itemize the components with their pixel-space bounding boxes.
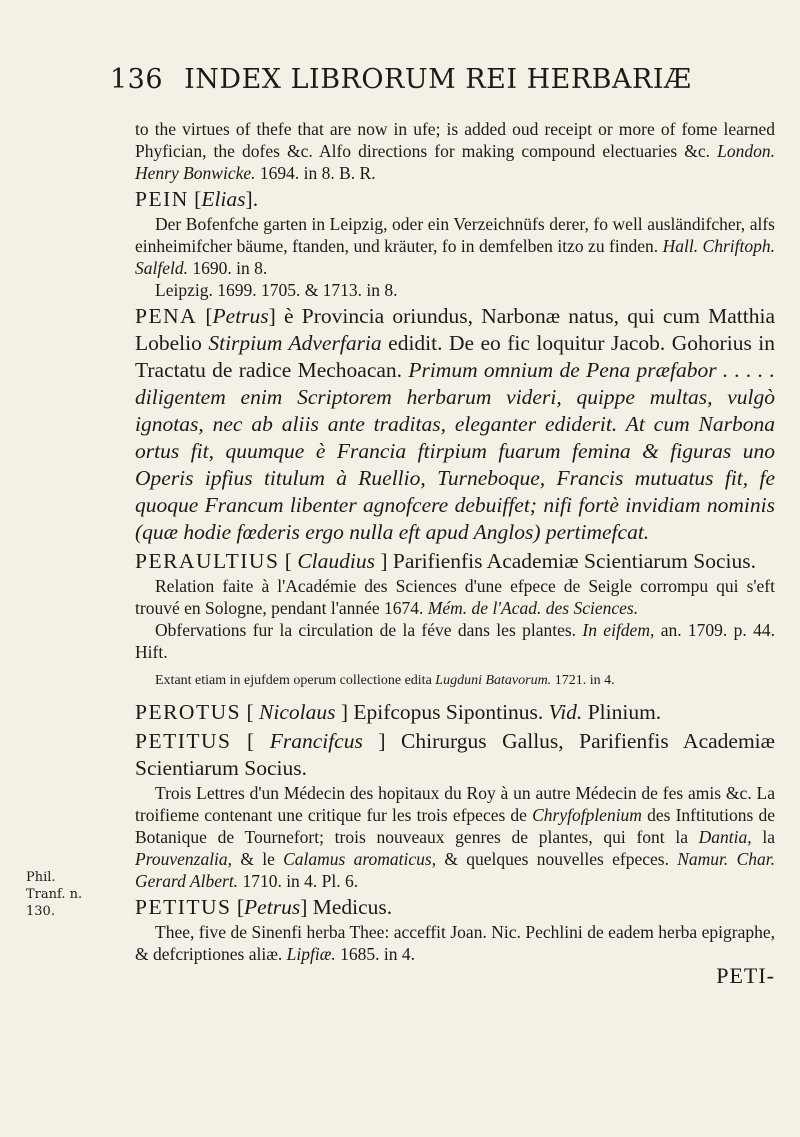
entry-perotus: PEROTUS [ Nicolaus ] Epifcopus Sipontinus. Vid. Plinium.: [135, 700, 662, 724]
entry-petitus-petrus: Thee, five de Sinenfi herba Thee: acceffit Joan. Nic. Pechlini de eadem herba epigraphe, & defcriptiones aliæ. Lipfiæ. 1685. in 4.: [135, 922, 775, 964]
entry-pein-line2: Leipzig. 1699. 1705. & 1713. in 8.: [155, 280, 398, 300]
running-header: [110, 64, 692, 95]
entry-peraultius-relation: Relation faite à l'Académie des Sciences d'une efpece de Seigle corrompu qui s'eft trouvé en Sologne, pendant l'année 1674. Mém. de l'Acad. des Sciences.: [135, 576, 775, 618]
entry-intro: to the virtues of thefe that are now in ufe; is added oud receipt or more of fome learned Phyfician, the dofes &c. Alfo directions for making compound electuaries &c. London. Henry Bonwicke. 1694. in 8. B. R.: [135, 119, 775, 183]
entry-pena: PENA [Petrus] è Provincia oriundus, Narbonæ natus, qui cum Matthia Lobelio Stirpium Adverfaria edidit. De eo fic loquitur Jacob. Gohorius in Tractatu de radice Mechoacan. Primum omnium de Pena præfabor . . . . . diligentem enim Scriptorem herbarum videri, quippe multas, vulgò ignotas, nec ab aliis ante traditas, eleganter ediderit. At cum Narbona ortus fit, quumque è Francia ftirpium fuarum femina & figuras uno Operis ipfius titulum à Ruellio, Turneboque, Francis mutuatus fit, fe quoque Francum libenter agnofcere debuiffet; nifi fortè invidiam nominis (quæ hodie fœderis ergo nulla eft apud Anglos) pertimefcat.: [135, 304, 776, 544]
entry-heading-peraultius: PERAULTIUS [ Claudius ] Parifienfis Academiæ Scientiarum Socius.: [135, 549, 756, 573]
entry-heading-petitus-petrus: PETITUS [Petrus] Medicus.: [135, 895, 393, 919]
entry-petitus-francifcus: Trois Lettres d'un Médecin des hopitaux du Roy à un autre Médecin de fes amis &c. La troifieme contenant une critique fur les trois efpeces de Chryfofplenium des Inftitutions de Botanique de Tournefort; trois nouveaux genres de plantes, qui font la Dantia, la Prouvenzalia, & le Calamus aromaticus, & quelques nouvelles efpeces. Namur. Char. Gerard Albert. 1710. in 4. Pl. 6.: [135, 783, 775, 891]
page-number: 136: [110, 64, 164, 95]
entry-peraultius-observations: Obfervations fur la circulation de la féve dans les plantes. In eifdem, an. 1709. p. 44. Hift.: [135, 620, 775, 662]
catchword: PETI-: [716, 963, 775, 988]
entry-heading-petitus-francifcus: PETITUS [ Francifcus ] Chirurgus Gallus, Parifienfis Academiæ Scientiarum Socius.: [135, 729, 775, 780]
entry-heading-pein: PEIN [Elias].: [135, 187, 259, 211]
entry-peraultius-extant: Extant etiam in ejufdem operum collectione edita Lugduni Batavorum. 1721. in 4.: [155, 673, 615, 688]
index-body: [135, 118, 775, 987]
page-title: INDEX LIBRORUM REI HERBARIÆ: [184, 64, 692, 95]
entry-pein: Der Bofenfche garten in Leipzig, oder ein Verzeichnüfs derer, fo well ausländifcher, alfs einheimifcher bäume, ftanden, und kräuter, fo in demfelben itzo zu finden. Hall. Chriftoph. Salfeld. 1690. in 8.: [135, 214, 775, 278]
margin-note: Phil. Tranf. n. 130.: [26, 870, 83, 919]
